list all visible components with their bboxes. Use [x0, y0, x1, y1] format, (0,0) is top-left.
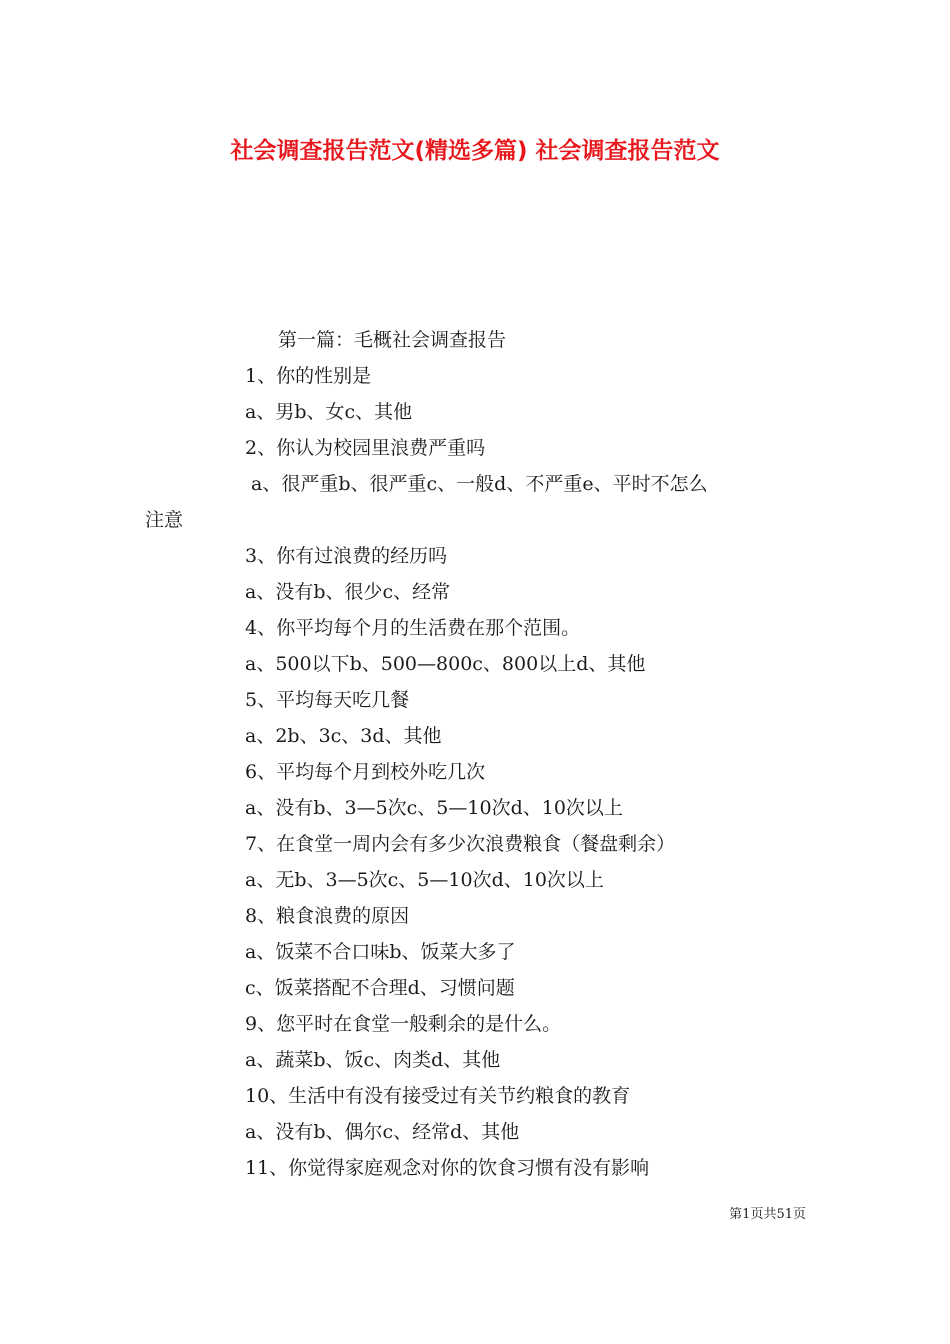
answer-line: a、很严重b、很严重c、一般d、不严重e、平时不怎么 [245, 473, 708, 495]
answer-line: a、2b、3c、3d、其他 [245, 725, 442, 747]
answer-line: c、饭菜搭配不合理d、习惯问题 [245, 977, 515, 999]
question-line: 6、平均每个月到校外吃几次 [245, 761, 486, 783]
answer-line: a、男b、女c、其他 [245, 401, 413, 423]
question-line: 4、你平均每个月的生活费在那个范围。 [245, 617, 581, 639]
answer-line-continuation: 注意 [145, 509, 184, 531]
question-line: 9、您平时在食堂一般剩余的是什么。 [245, 1013, 562, 1035]
question-line: 1、你的性别是 [245, 365, 372, 387]
question-line: 11、你觉得家庭观念对你的饮食习惯有没有影响 [245, 1157, 650, 1179]
question-line: 8、粮食浪费的原因 [245, 905, 410, 927]
question-line: 5、平均每天吃几餐 [245, 689, 410, 711]
question-line: 3、你有过浪费的经历吗 [245, 545, 448, 567]
answer-line: a、蔬菜b、饭c、肉类d、其他 [245, 1049, 501, 1071]
answer-line: a、没有b、3—5次c、5—10次d、10次以上 [245, 797, 623, 819]
document-body [0, 322, 950, 1186]
section-heading: 第一篇：毛概社会调查报告 [278, 329, 507, 351]
question-line: 7、在食堂一周内会有多少次浪费粮食（餐盘剩余） [245, 833, 676, 855]
answer-line: a、没有b、很少c、经常 [245, 581, 451, 603]
answer-line: a、没有b、偶尔c、经常d、其他 [245, 1121, 520, 1143]
page-footer: 第1页共51页 [729, 1207, 806, 1222]
question-line: 2、你认为校园里浪费严重吗 [245, 437, 486, 459]
question-line: 10、生活中有没有接受过有关节约粮食的教育 [245, 1085, 631, 1107]
answer-line: a、无b、3—5次c、5—10次d、10次以上 [245, 869, 604, 891]
document-title: 社会调查报告范文(精选多篇) 社会调查报告范文 [230, 138, 720, 164]
answer-line: a、500以下b、500—800c、800以上d、其他 [245, 653, 646, 675]
answer-line: a、饭菜不合口味b、饭菜大多了 [245, 941, 516, 963]
